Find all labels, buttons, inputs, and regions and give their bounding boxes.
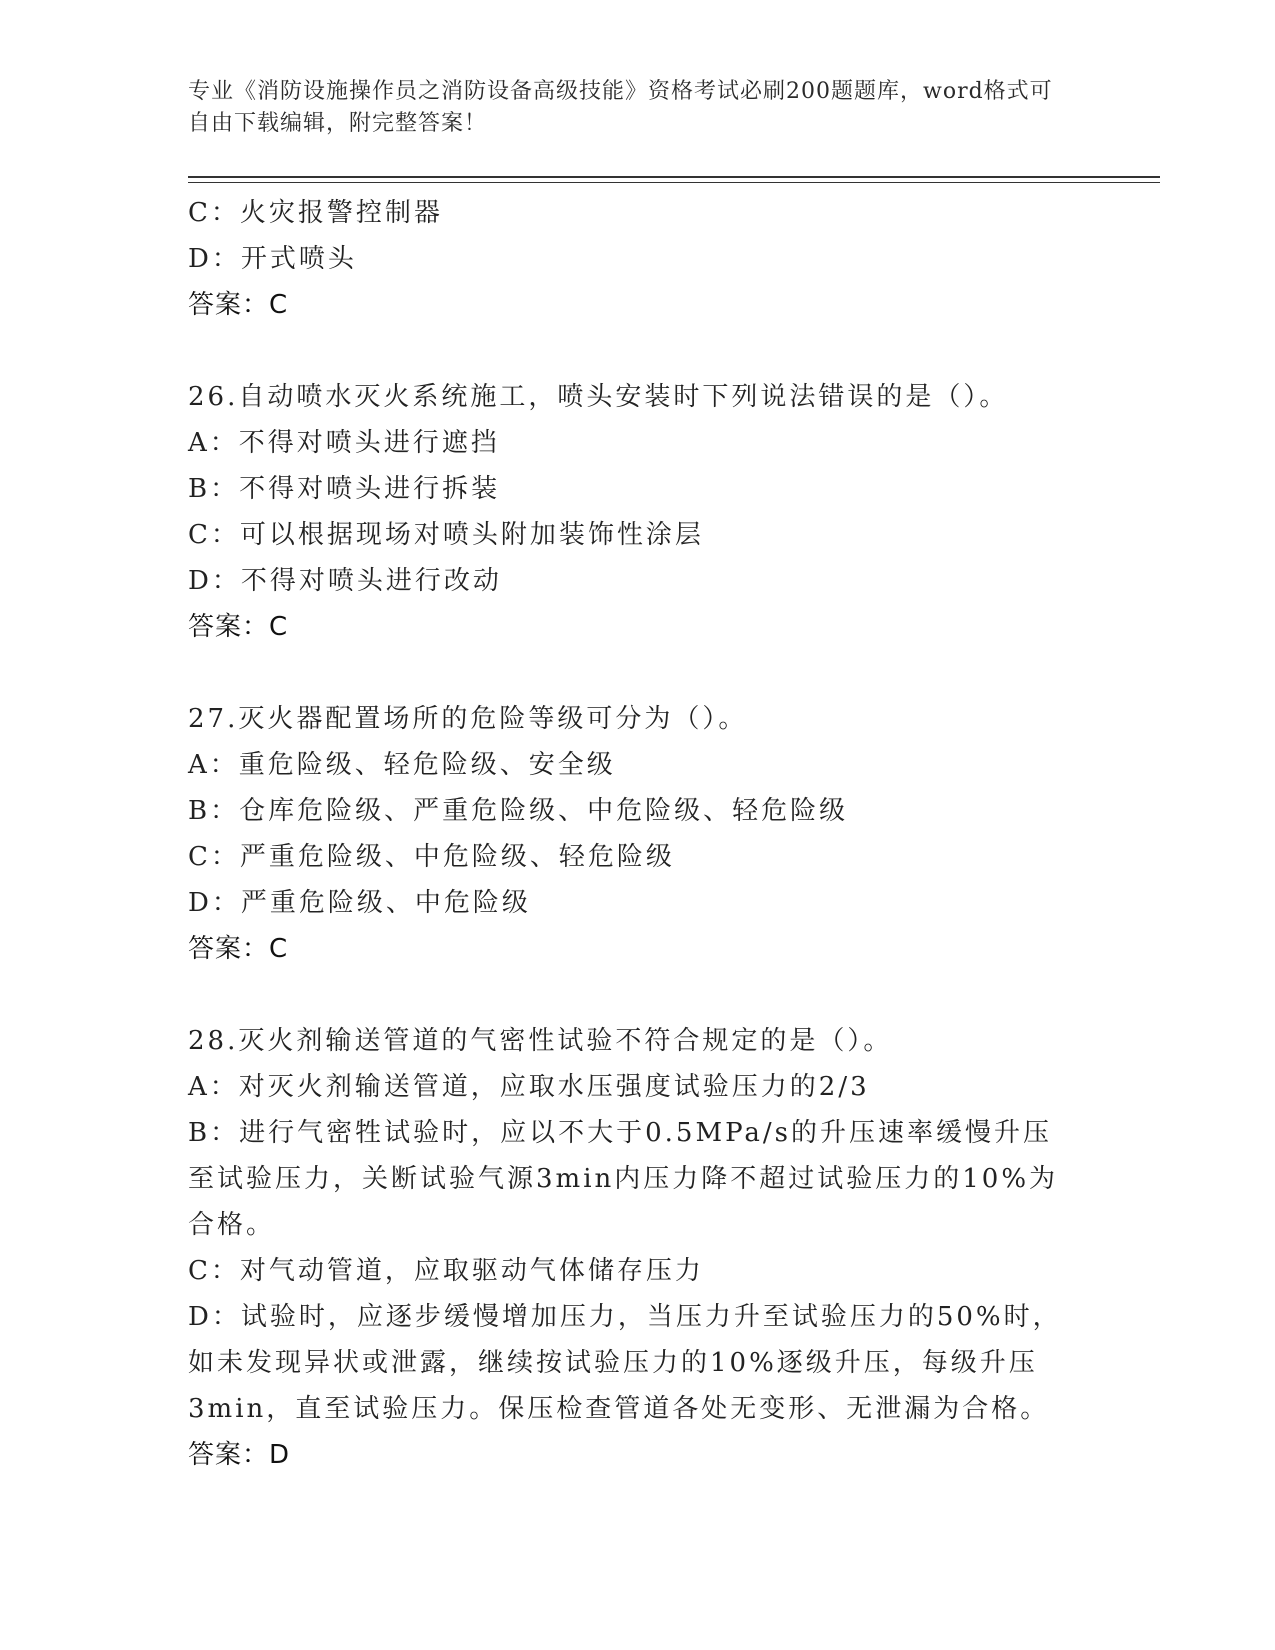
spacer (188, 328, 1078, 374)
option-d: D：不得对喷头进行改动 (188, 566, 502, 596)
option-b: B：进行气密牲试验时，应以不大于0.5MPa/s的升压速率缓慢升压至试验压力，关断试验气源3min内压力降不超过试验压力的10%为合格。 (188, 1118, 1059, 1240)
question-27 (188, 696, 1078, 972)
option-c: C：对气动管道，应取驱动气体储存压力 (188, 1256, 704, 1286)
option-c: C：严重危险级、中危险级、轻危险级 (188, 842, 675, 872)
option-b: B：仓库危险级、严重危险级、中危险级、轻危险级 (188, 796, 849, 826)
document-header: 专业《消防设施操作员之消防设备高级技能》资格考试必刷200题题库，word格式可自由下载编辑，附完整答案！ (188, 79, 1053, 136)
answer: 答案：D (188, 1440, 291, 1470)
option-d: D：严重危险级、中危险级 (188, 888, 531, 918)
header-divider-thin (188, 182, 1160, 183)
question-stem: 26.自动喷水灭火系统施工，喷头安装时下列说法错误的是（）。 (188, 382, 1009, 412)
option-b: B：不得对喷头进行拆装 (188, 474, 501, 504)
question-26 (188, 374, 1078, 650)
option-c: C：火灾报警控制器 (188, 198, 443, 228)
option-a: A：不得对喷头进行遮挡 (188, 428, 500, 458)
answer: 答案：C (188, 290, 289, 320)
header-divider-thick (188, 176, 1160, 178)
option-c: C：可以根据现场对喷头附加装饰性涂层 (188, 520, 704, 550)
question-28 (188, 1018, 1078, 1478)
option-a: A：重危险级、轻危险级、安全级 (188, 750, 616, 780)
question-list (188, 190, 1078, 1478)
question-stem: 27.灭火器配置场所的危险等级可分为（）。 (188, 704, 748, 734)
option-a: A：对灭火剂输送管道，应取水压强度试验压力的2/3 (188, 1072, 870, 1102)
spacer (188, 650, 1078, 696)
question-25-tail (188, 190, 1078, 328)
option-d: D：开式喷头 (188, 244, 357, 274)
question-stem: 28.灭火剂输送管道的气密性试验不符合规定的是（）。 (188, 1026, 893, 1056)
answer: 答案：C (188, 934, 289, 964)
answer: 答案：C (188, 612, 289, 642)
spacer (188, 972, 1078, 1018)
option-d: D：试验时，应逐步缓慢增加压力，当压力升至试验压力的50%时，如未发现异状或泄露，继续按试验压力的10%逐级升压，每级升压3min，直至试验压力。保压检查管道各处无变形、无泄漏为合格。 (188, 1302, 1062, 1424)
